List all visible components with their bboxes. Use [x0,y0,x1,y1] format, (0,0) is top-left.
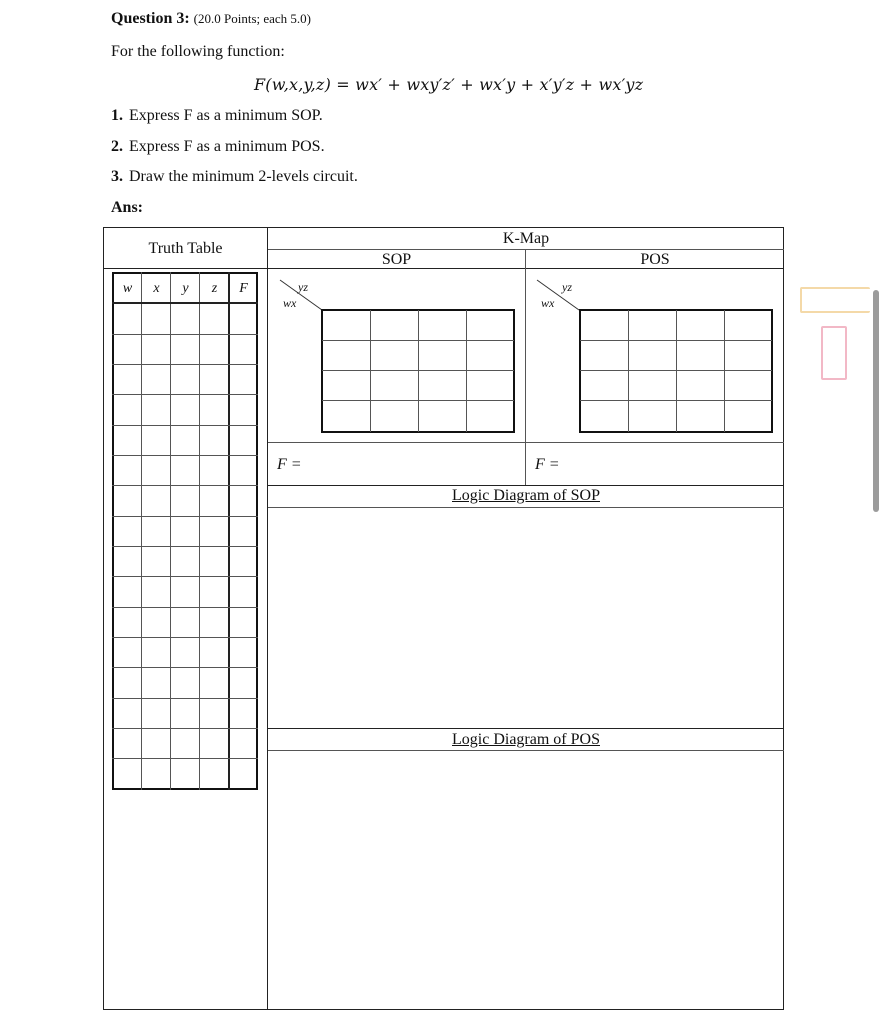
task-text: Draw the minimum 2-levels circuit. [129,168,358,185]
task-text: Express F as a minimum SOP. [129,107,323,124]
answer-label: Ans: [111,199,144,216]
question-number: Question 3: [111,10,190,27]
kmap-row-var: wx [283,296,297,310]
col-x: x [153,281,160,296]
logic-diagram-sop-title: Logic Diagram of SOP [452,487,600,504]
pos-label: POS [640,251,670,268]
col-z: z [211,281,218,296]
function-formula: F(w,x,y,z) = wx′ + wxy′z′ + wx′y + x′y′z + wx′yz [254,75,644,94]
sop-label: SOP [381,251,412,268]
scrollbar[interactable] [873,290,879,512]
col-y: y [182,281,189,296]
question-intro: For the following function: [111,43,285,60]
kmap-title: K-Map [502,230,550,247]
task-item-2 [111,138,325,156]
kmap-col-var: yz [298,280,308,294]
pos-diagram-area[interactable] [269,752,783,1008]
question-points: (20.0 Points; each 5.0) [193,11,312,26]
col-f: F [239,281,248,296]
task-item-1 [111,107,323,125]
annotation-handle-horizontal[interactable] [800,287,870,313]
kmap-col-var: yz [562,280,572,294]
col-w: w [122,281,133,296]
annotation-handle-vertical[interactable] [821,326,847,380]
sop-answer-field[interactable]: F = [277,456,302,473]
task-number: 3. [111,168,123,185]
task-number: 1. [111,107,123,124]
task-number: 2. [111,138,123,155]
sop-diagram-area[interactable] [269,509,783,727]
task-item-3 [111,168,358,186]
kmap-row-var: wx [541,296,555,310]
question-title [111,10,311,28]
task-text: Express F as a minimum POS. [129,138,325,155]
pos-answer-field[interactable]: F = [535,456,560,473]
truth-table-title: Truth Table [148,240,223,257]
truth-table [112,272,258,790]
logic-diagram-pos-title: Logic Diagram of POS [452,731,600,748]
